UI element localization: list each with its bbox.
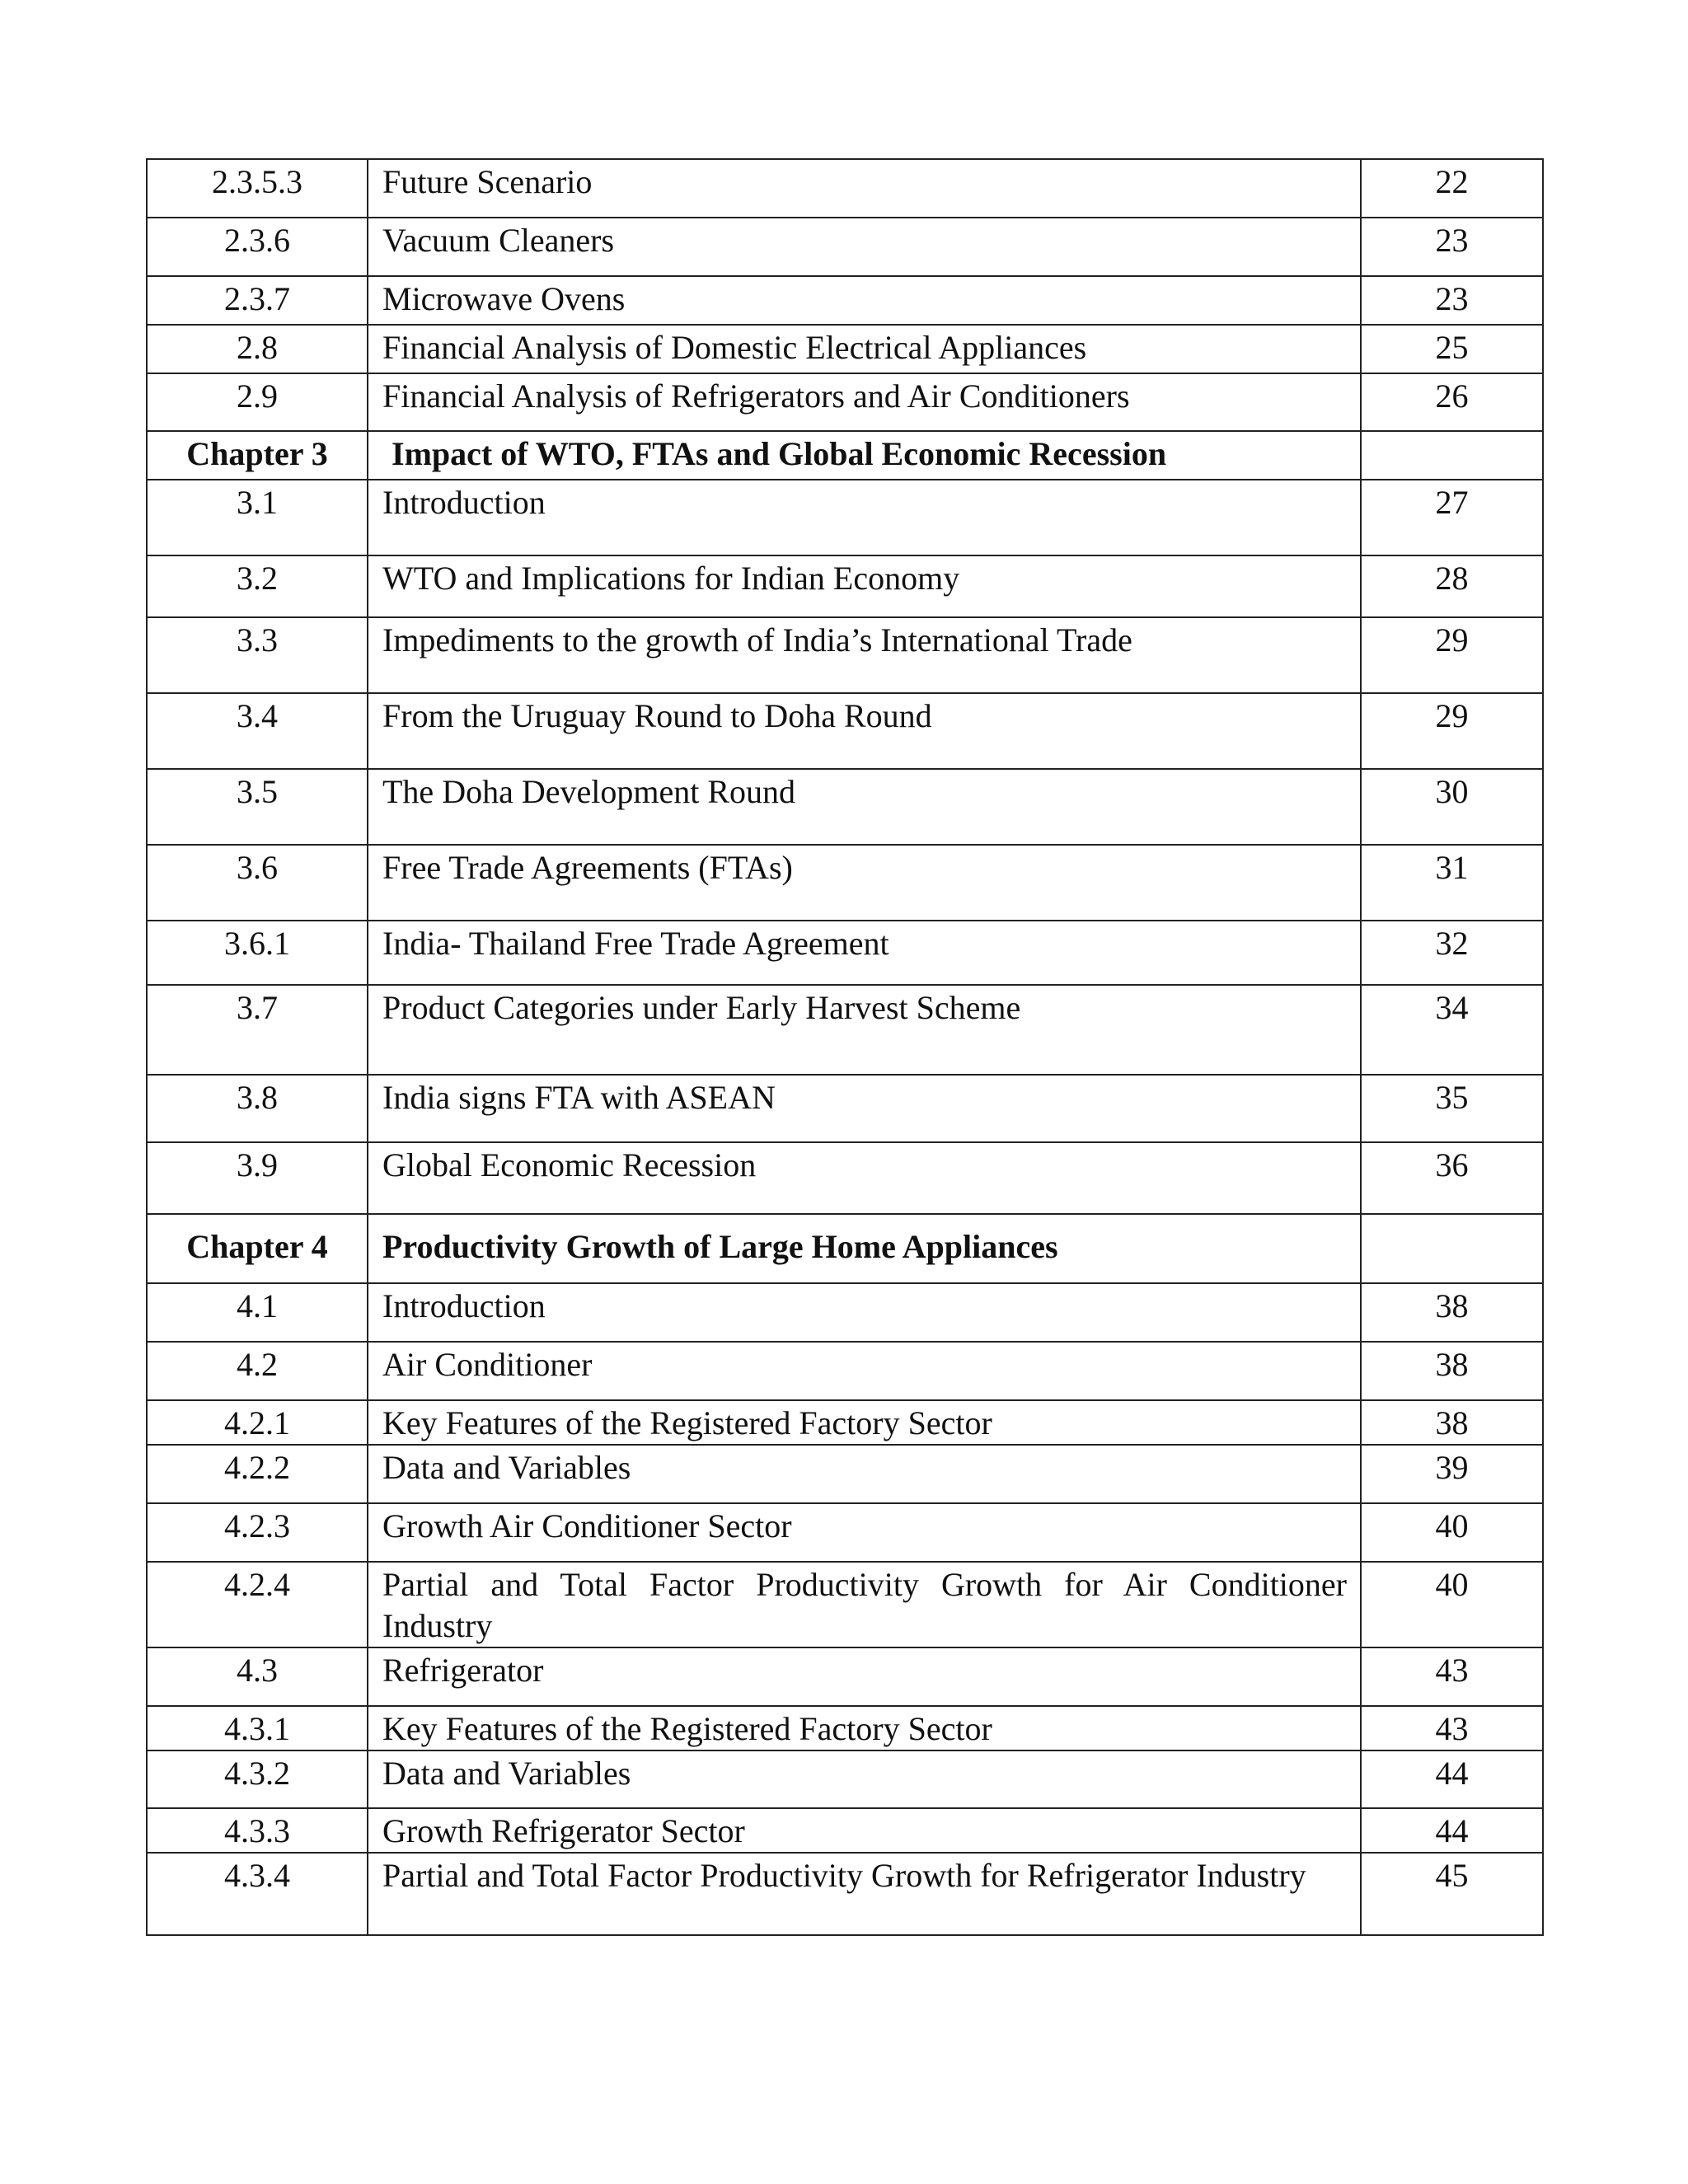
page-number: 40 — [1361, 1562, 1543, 1647]
section-number: 3.8 — [147, 1075, 368, 1142]
page-number: 40 — [1361, 1503, 1543, 1562]
page-number: 28 — [1361, 555, 1543, 617]
section-number: 4.2.4 — [147, 1562, 368, 1647]
page-number: 26 — [1361, 373, 1543, 431]
section-number: 4.3.2 — [147, 1750, 368, 1808]
table-of-contents — [146, 158, 1544, 1936]
section-title: Introduction — [368, 480, 1361, 555]
section-number: 3.1 — [147, 480, 368, 555]
section-title: Key Features of the Registered Factory Sector — [368, 1706, 1361, 1750]
page-number: 38 — [1361, 1400, 1543, 1445]
section-title: Refrigerator — [368, 1647, 1361, 1706]
section-number: 4.2.1 — [147, 1400, 368, 1445]
toc-row — [147, 1503, 1543, 1562]
page-number: 29 — [1361, 617, 1543, 693]
section-title: Impediments to the growth of India’s International Trade — [368, 617, 1361, 693]
toc-row — [147, 218, 1543, 276]
section-title: Financial Analysis of Domestic Electrical Appliances — [368, 325, 1361, 373]
section-title: Partial and Total Factor Productivity Growth for Refrigerator Industry — [368, 1853, 1361, 1935]
section-title: Data and Variables — [368, 1750, 1361, 1808]
section-number: 3.6 — [147, 845, 368, 921]
section-title: From the Uruguay Round to Doha Round — [368, 693, 1361, 769]
toc-row — [147, 1853, 1543, 1935]
chapter-number: Chapter 4 — [147, 1214, 368, 1283]
section-number: 3.7 — [147, 985, 368, 1075]
section-number: 2.9 — [147, 373, 368, 431]
chapter-title: Productivity Growth of Large Home Appliances — [368, 1214, 1361, 1283]
section-title: Data and Variables — [368, 1445, 1361, 1503]
section-title: Microwave Ovens — [368, 276, 1361, 325]
section-number: 3.3 — [147, 617, 368, 693]
page-number: 44 — [1361, 1808, 1543, 1853]
page-number: 44 — [1361, 1750, 1543, 1808]
toc-row — [147, 845, 1543, 921]
section-number: 3.9 — [147, 1142, 368, 1214]
page-number: 32 — [1361, 921, 1543, 985]
toc-row — [147, 1706, 1543, 1750]
page-number: 31 — [1361, 845, 1543, 921]
page-number: 45 — [1361, 1853, 1543, 1935]
page-number: 38 — [1361, 1342, 1543, 1400]
section-title: Key Features of the Registered Factory Sector — [368, 1400, 1361, 1445]
section-number: 4.2.2 — [147, 1445, 368, 1503]
section-title: India- Thailand Free Trade Agreement — [368, 921, 1361, 985]
section-title: Financial Analysis of Refrigerators and Air Conditioners — [368, 373, 1361, 431]
section-number: 2.3.7 — [147, 276, 368, 325]
toc-row — [147, 921, 1543, 985]
page-number — [1361, 1214, 1543, 1283]
toc-row — [147, 480, 1543, 555]
section-number: 3.5 — [147, 769, 368, 845]
section-title: Vacuum Cleaners — [368, 218, 1361, 276]
section-number: 3.6.1 — [147, 921, 368, 985]
toc-row — [147, 985, 1543, 1075]
section-title: Free Trade Agreements (FTAs) — [368, 845, 1361, 921]
section-title: Growth Refrigerator Sector — [368, 1808, 1361, 1853]
toc-row — [147, 1400, 1543, 1445]
toc-row — [147, 555, 1543, 617]
section-number: 3.4 — [147, 693, 368, 769]
section-title: Future Scenario — [368, 159, 1361, 218]
toc-row — [147, 276, 1543, 325]
toc-row — [147, 1075, 1543, 1142]
section-number: 3.2 — [147, 555, 368, 617]
page-number: 22 — [1361, 159, 1543, 218]
toc-row — [147, 617, 1543, 693]
page-number: 43 — [1361, 1647, 1543, 1706]
chapter-row — [147, 1214, 1543, 1283]
page-number: 30 — [1361, 769, 1543, 845]
toc-row — [147, 159, 1543, 218]
page-number: 23 — [1361, 218, 1543, 276]
toc-row — [147, 1342, 1543, 1400]
page-number — [1361, 431, 1543, 480]
section-title: Global Economic Recession — [368, 1142, 1361, 1214]
section-title: Partial and Total Factor Productivity Growth for Air Conditioner Industry — [368, 1562, 1361, 1647]
toc-row — [147, 373, 1543, 431]
toc-row — [147, 1562, 1543, 1647]
section-number: 4.3.4 — [147, 1853, 368, 1935]
section-title: Product Categories under Early Harvest Scheme — [368, 985, 1361, 1075]
page-number: 23 — [1361, 276, 1543, 325]
page-number: 29 — [1361, 693, 1543, 769]
section-title: Introduction — [368, 1283, 1361, 1342]
chapter-title: Impact of WTO, FTAs and Global Economic Recession — [368, 431, 1361, 480]
section-title: WTO and Implications for Indian Economy — [368, 555, 1361, 617]
section-number: 4.2 — [147, 1342, 368, 1400]
toc-row — [147, 1750, 1543, 1808]
section-number: 2.3.5.3 — [147, 159, 368, 218]
page-number: 43 — [1361, 1706, 1543, 1750]
toc-row — [147, 693, 1543, 769]
section-title: Air Conditioner — [368, 1342, 1361, 1400]
section-number: 4.3.3 — [147, 1808, 368, 1853]
page-number: 35 — [1361, 1075, 1543, 1142]
section-title: Growth Air Conditioner Sector — [368, 1503, 1361, 1562]
toc-row — [147, 1445, 1543, 1503]
page-number: 39 — [1361, 1445, 1543, 1503]
section-number: 4.2.3 — [147, 1503, 368, 1562]
section-title: The Doha Development Round — [368, 769, 1361, 845]
page-number: 34 — [1361, 985, 1543, 1075]
page-number: 27 — [1361, 480, 1543, 555]
toc-row — [147, 1283, 1543, 1342]
section-number: 2.8 — [147, 325, 368, 373]
section-number: 4.1 — [147, 1283, 368, 1342]
section-number: 2.3.6 — [147, 218, 368, 276]
page-number: 38 — [1361, 1283, 1543, 1342]
toc-row — [147, 1142, 1543, 1214]
page-number: 36 — [1361, 1142, 1543, 1214]
chapter-row — [147, 431, 1543, 480]
page-number: 25 — [1361, 325, 1543, 373]
toc-row — [147, 325, 1543, 373]
section-title: India signs FTA with ASEAN — [368, 1075, 1361, 1142]
section-number: 4.3 — [147, 1647, 368, 1706]
toc-row — [147, 1808, 1543, 1853]
toc-row — [147, 769, 1543, 845]
section-number: 4.3.1 — [147, 1706, 368, 1750]
chapter-number: Chapter 3 — [147, 431, 368, 480]
toc-row — [147, 1647, 1543, 1706]
